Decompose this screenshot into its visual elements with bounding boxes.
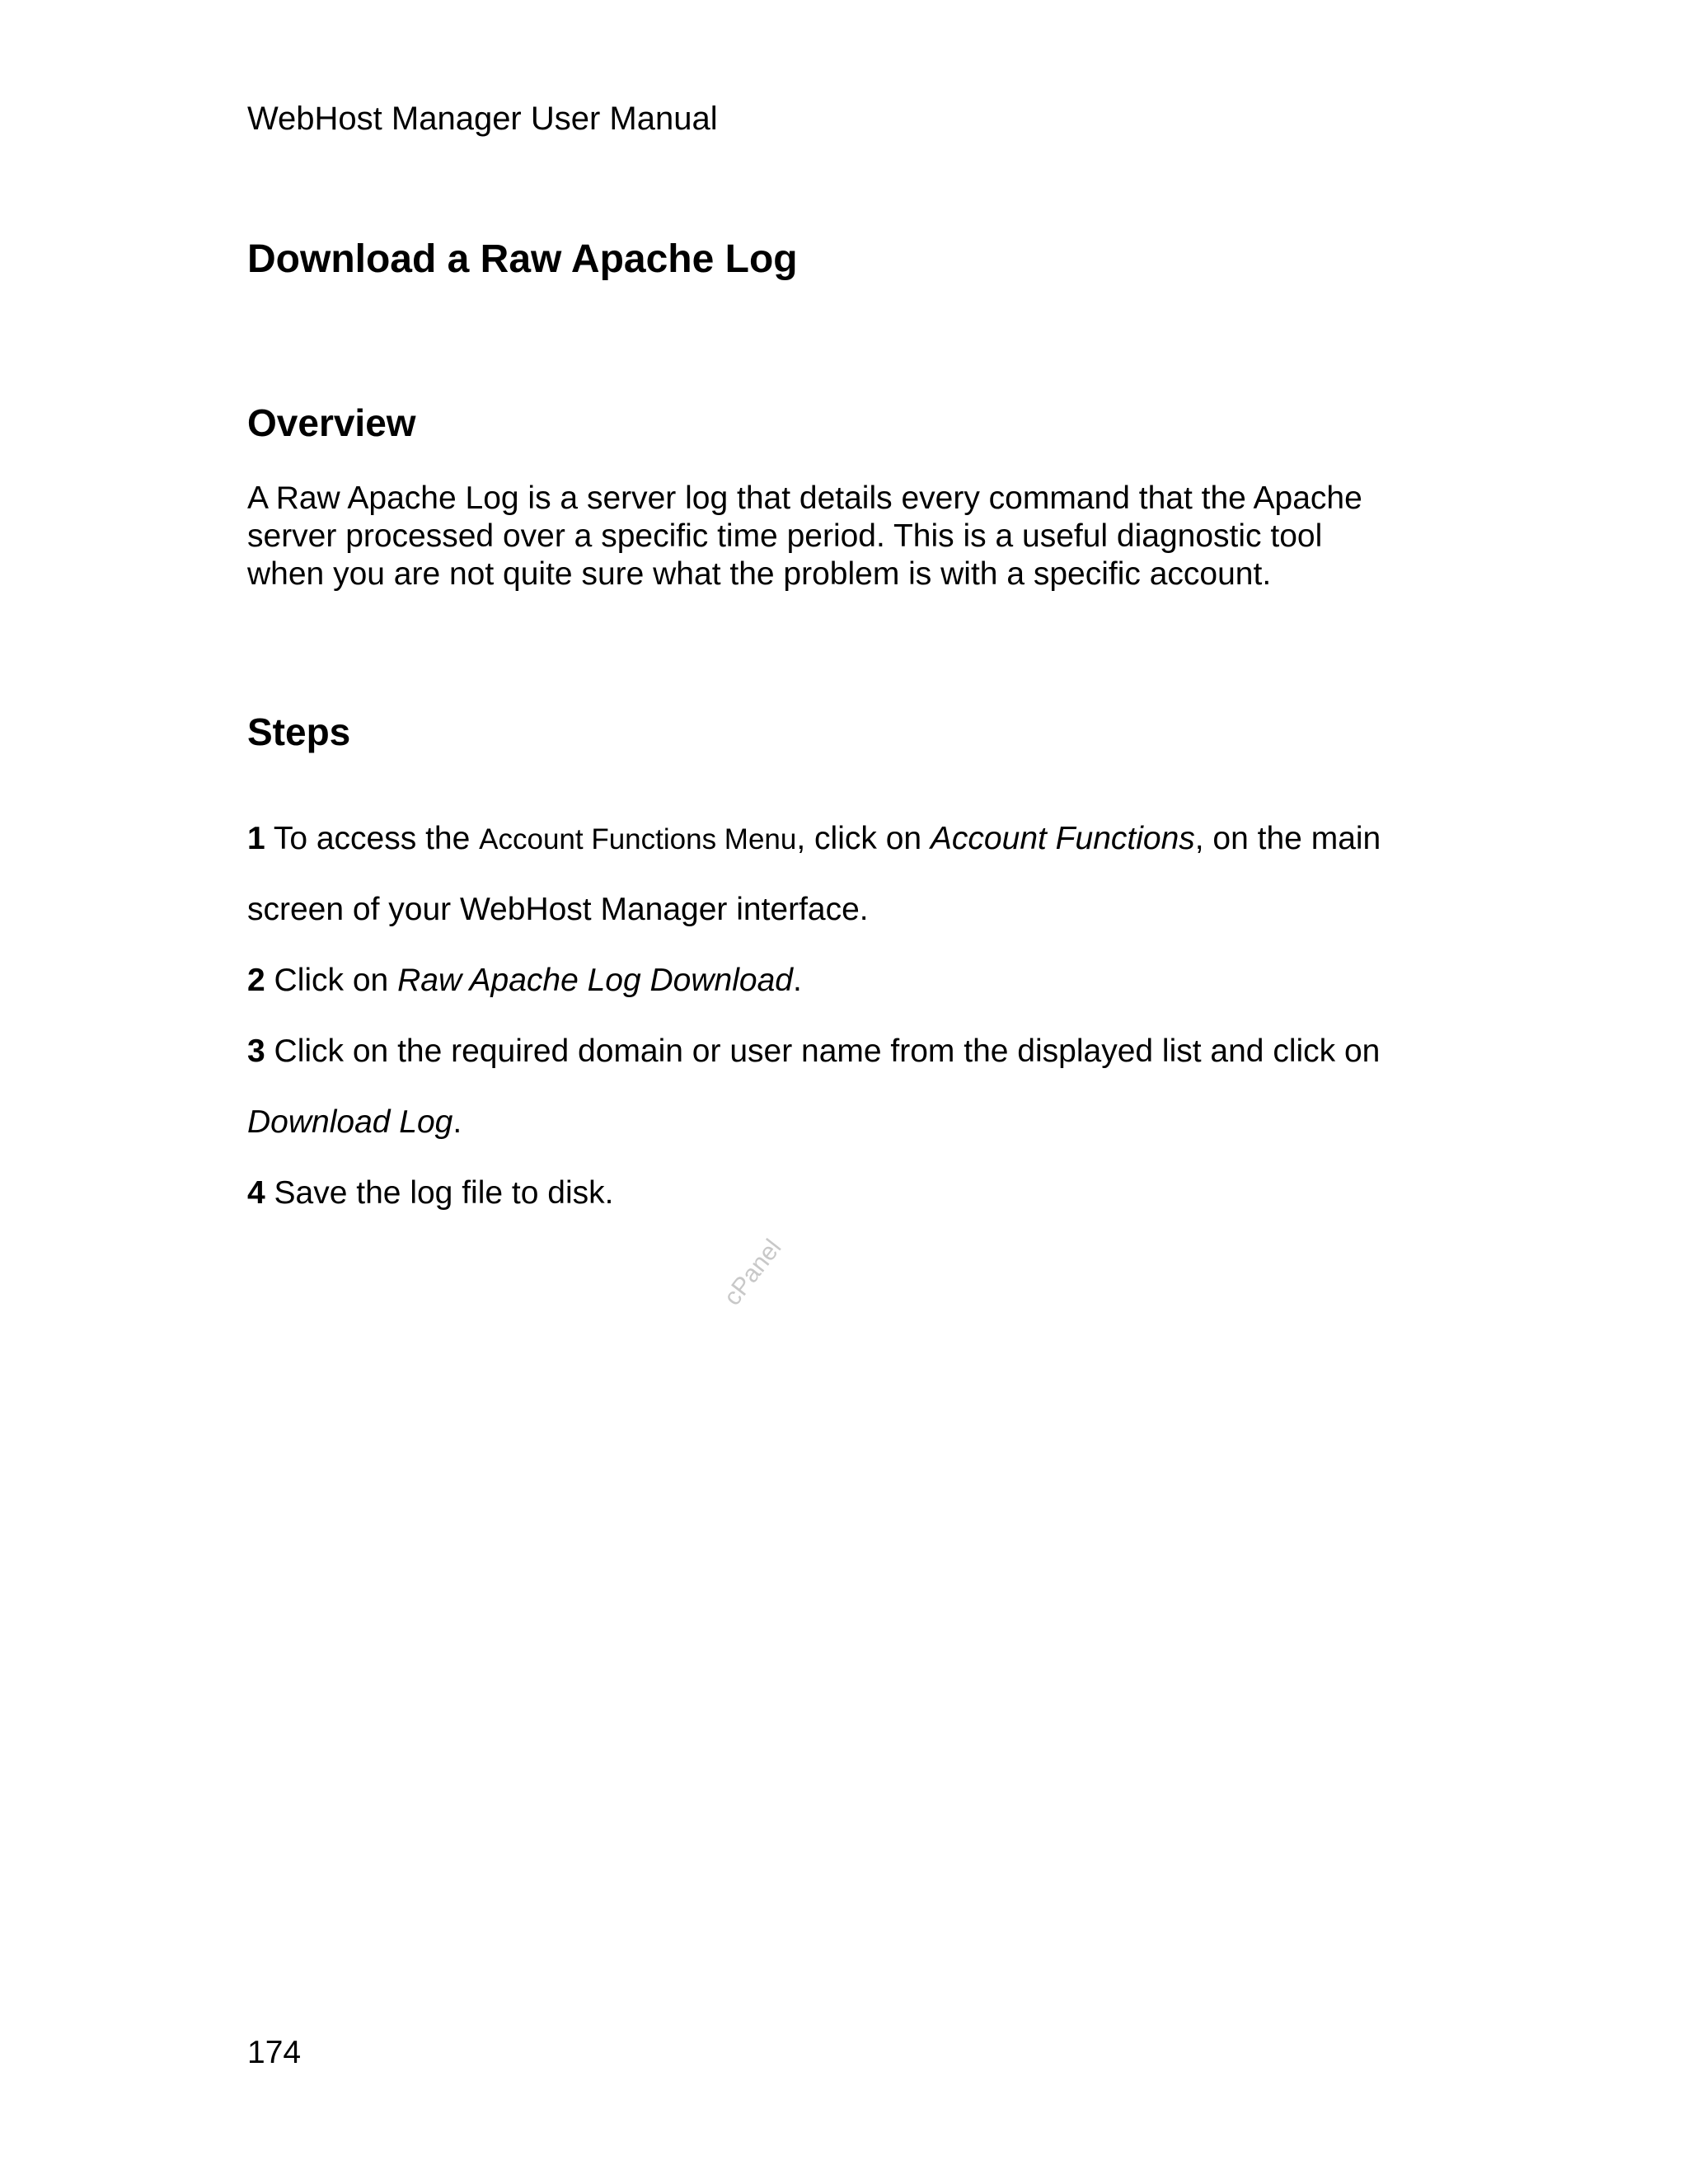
running-header: WebHost Manager User Manual [247, 101, 718, 137]
step-text: Save the log file to disk. [265, 1175, 614, 1211]
step-2 [247, 960, 802, 1001]
step-text: . [452, 1104, 462, 1140]
steps-heading: Steps [247, 710, 351, 753]
watermark: cPanel [719, 1234, 787, 1311]
menu-reference: Raw Apache Log Download [397, 963, 793, 998]
step-text: , click on [796, 821, 931, 856]
page-title: Download a Raw Apache Log [247, 237, 798, 281]
step-number: 4 [247, 1175, 265, 1211]
overview-line: server processed over a specific time period. This is a useful diagnostic tool [247, 518, 1323, 554]
step-number: 1 [247, 821, 265, 856]
step-number: 2 [247, 963, 265, 998]
step-3 [247, 1031, 1380, 1072]
menu-name: Account Functions Menu [479, 823, 797, 855]
step-4 [247, 1173, 613, 1214]
step-text: To access the [265, 821, 480, 856]
button-reference: Download Log [247, 1104, 453, 1140]
overview-line: A Raw Apache Log is a server log that details every command that the Apache [247, 480, 1362, 516]
step-text: Click on [265, 963, 398, 998]
step-1-continuation: screen of your WebHost Manager interface. [247, 892, 869, 927]
step-number: 3 [247, 1033, 265, 1069]
menu-reference: Account Functions [930, 821, 1195, 856]
page-number: 174 [247, 2035, 302, 2070]
step-text: , on the main [1194, 821, 1381, 856]
overview-line: when you are not quite sure what the problem is with a specific account. [247, 556, 1272, 592]
step-text: Click on the required domain or user name from the displayed list and click on [265, 1033, 1381, 1069]
step-text: . [792, 963, 802, 998]
overview-heading: Overview [247, 401, 416, 444]
overview-paragraph [247, 480, 1362, 593]
step-1 [247, 818, 1381, 860]
step-3-continuation [247, 1102, 462, 1143]
